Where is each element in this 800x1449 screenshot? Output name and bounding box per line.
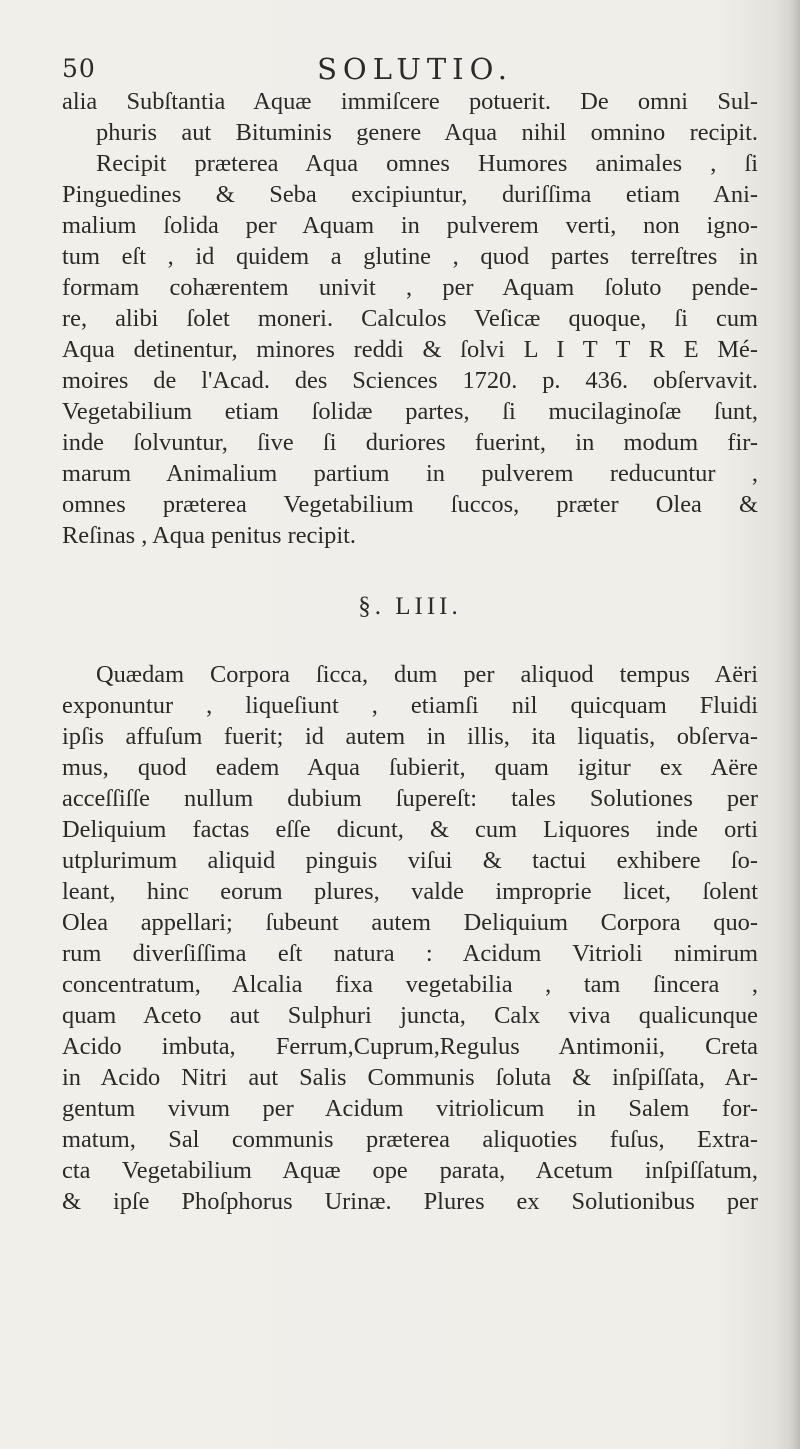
text-line: inde ſolvuntur, ſive ſi duriores fuerint, in modum fir- <box>62 429 758 456</box>
text-line: Deliquium factas eſſe dicunt, & cum Liquores inde orti <box>62 816 758 843</box>
text-line: leant, hinc eorum plures, valde improprie licet, ſolent <box>62 878 758 905</box>
text-line: omnes præterea Vegetabilium ſuccos, præter Olea & <box>62 491 758 518</box>
text-line: Aqua detinentur, minores reddi & ſolvi L I T T R E Mé- <box>62 336 758 363</box>
text-line: gentum vivum per Acidum vitriolicum in Salem for- <box>62 1095 758 1122</box>
text-line: in Acido Nitri aut Salis Communis ſoluta & inſpiſſata, Ar- <box>62 1064 758 1091</box>
text-line: utplurimum aliquid pinguis viſui & tactui exhibere ſo- <box>62 847 758 874</box>
running-title: SOLUTIO. <box>317 52 513 86</box>
text-line: malium ſolida per Aquam in pulverem verti, non igno- <box>62 212 758 239</box>
text-line: & ipſe Phoſphorus Urinæ. Plures ex Solutionibus per <box>62 1188 758 1215</box>
text-line: rum diverſiſſima eſt natura : Acidum Vitrioli nimirum <box>62 940 758 967</box>
text-line: cta Vegetabilium Aquæ ope parata, Acetum inſpiſſatum, <box>62 1157 758 1184</box>
text-line: Reſinas , Aqua penitus recipit. <box>62 522 356 549</box>
text-line: Olea appellari; ſubeunt autem Deliquium Corpora quo- <box>62 909 758 936</box>
text-line: Pinguedines & Seba excipiuntur, duriſſima etiam Ani- <box>62 181 758 208</box>
section-heading: §. LIII. <box>358 593 462 620</box>
paragraph-2 <box>62 659 758 1217</box>
text-line: Quædam Corpora ſicca, dum per aliquod tempus Aëri <box>96 661 758 688</box>
text-line: re, alibi ſolet moneri. Calculos Veſicæ quoque, ſi cum <box>62 305 758 332</box>
text-line: quam Aceto aut Sulphuri juncta, Calx viva qualicunque <box>62 1002 758 1029</box>
text-line: Recipit præterea Aqua omnes Humores animales , ſi <box>96 150 758 177</box>
text-line: moires de l'Acad. des Sciences 1720. p. 436. obſervavit. <box>62 367 758 394</box>
text-line: acceſſiſſe nullum dubium ſupereſt: tales Solutiones per <box>62 785 758 812</box>
text-line: concentratum, Alcalia fixa vegetabilia , tam ſincera , <box>62 971 758 998</box>
text-line: tum eſt , id quidem a glutine , quod partes terreſtres in <box>62 243 758 270</box>
text-line: Acido imbuta, Ferrum,Cuprum,Regulus Antimonii, Creta <box>62 1033 758 1060</box>
text-line: ipſis affuſum fuerit; id autem in illis, ita liquatis, obſerva- <box>62 723 758 750</box>
text-line: exponuntur , liqueſiunt , etiamſi nil quicquam Fluidi <box>62 692 758 719</box>
text-line: phuris aut Bituminis genere Aqua nihil omnino recipit. <box>96 119 758 146</box>
text-line: formam cohærentem univit , per Aquam ſoluto pende- <box>62 274 758 301</box>
text-line: alia Subſtantia Aquæ immiſcere potuerit. De omni Sul- <box>62 88 758 115</box>
text-line: matum, Sal communis præterea aliquoties fuſus, Extra- <box>62 1126 758 1153</box>
page-header <box>62 0 758 86</box>
paragraph-1 <box>62 86 758 551</box>
page-number: 50 <box>62 54 96 83</box>
text-line: mus, quod eadem Aqua ſubierit, quam igitur ex Aëre <box>62 754 758 781</box>
text-line: Vegetabilium etiam ſolidæ partes, ſi mucilaginoſæ ſunt, <box>62 398 758 425</box>
page-edge-shadow <box>790 0 800 1449</box>
text-line: marum Animalium partium in pulverem reducuntur , <box>62 460 758 487</box>
